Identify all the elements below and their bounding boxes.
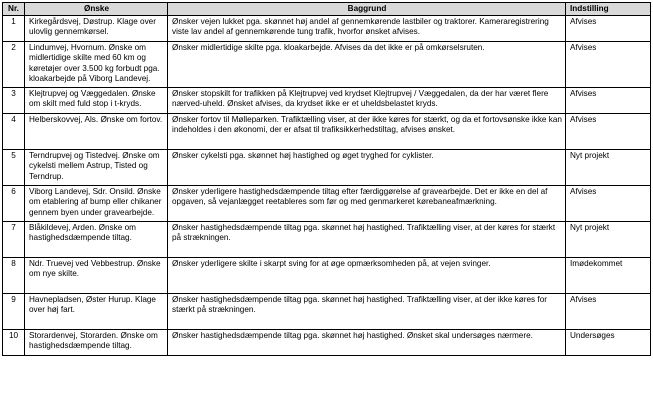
cell-baggrund: Ønsker vejen lukket pga. skønnet høj andel af gennemkørende lastbiler og traktorer. Kameraregistrering viste lav andel af gennemkørende tung trafik, hvorfor ønsket afvises.: [168, 16, 566, 42]
cell-baggrund: Ønsker yderligere hastighedsdæmpende tiltag efter færdiggørelse af gravearbejde. Det er ikke en del af opgaven, så vejanlægget reetableres som før og med genmarkeret kørebaneafmærkning.: [168, 186, 566, 222]
cell-baggrund: Ønsker cykelsti pga. skønnet høj hastighed og øget tryghed for cyklister.: [168, 150, 566, 186]
table-row: [3, 330, 651, 356]
cell-baggrund: Ønsker stopskilt for trafikken på Klejtrupvej ved krydset Klejtrupvej / Væggedalen, da der har været flere nærved-uheld. Ønsket afvises, da krydset ikke er et uheldsbelastet kryds.: [168, 88, 566, 114]
cell-nr: 7: [3, 222, 25, 258]
cell-indstilling: Nyt projekt: [566, 150, 651, 186]
table-row: [3, 294, 651, 330]
table-row: [3, 16, 651, 42]
header-row: [3, 3, 651, 16]
cell-indstilling: Afvises: [566, 294, 651, 330]
cell-onske: Terndrupvej og Tistedvej. Ønske om cykelsti mellem Astrup, Tisted og Terndrup.: [25, 150, 168, 186]
cell-baggrund: Ønsker yderligere skilte i skarpt sving for at øge opmærksomheden på, at vejen svinger.: [168, 258, 566, 294]
cell-nr: 9: [3, 294, 25, 330]
cell-onske: Storardenvej, Storarden. Ønske om hastighedsdæmpende tiltag.: [25, 330, 168, 356]
cell-baggrund: Ønsker fortov til Mølleparken. Trafiktælling viser, at der ikke køres for stærkt, og da et fortovsønske ikke kan indeholdes i den økonomi, der er afsat til trafiksikkerhedstiltag, afvises ønsket.: [168, 114, 566, 150]
requests-table: [2, 2, 651, 356]
cell-nr: 6: [3, 186, 25, 222]
table-row: [3, 258, 651, 294]
header-indstilling: Indstilling: [566, 3, 651, 16]
cell-baggrund: Ønsker hastighedsdæmpende tiltag pga. skønnet høj hastighed. Trafiktælling viser, at der ikke køres for stærkt på strækningen.: [168, 294, 566, 330]
cell-nr: 3: [3, 88, 25, 114]
cell-indstilling: Afvises: [566, 114, 651, 150]
cell-indstilling: Imødekommet: [566, 258, 651, 294]
cell-onske: Ndr. Truevej ved Vebbestrup. Ønske om nye skilte.: [25, 258, 168, 294]
cell-indstilling: Afvises: [566, 186, 651, 222]
cell-baggrund: Ønsker midlertidige skilte pga. kloakarbejde. Afvises da det ikke er på omkørselsruten.: [168, 42, 566, 88]
requests-table-container: [2, 2, 650, 356]
table-row: [3, 42, 651, 88]
cell-baggrund: Ønsker hastighedsdæmpende tiltag pga. skønnet høj hastighed. Trafiktælling viser, at der køres for stærkt på strækningen.: [168, 222, 566, 258]
cell-onske: Lindumvej, Hvornum. Ønske om midlertidige skilte med 60 km og køretøjer over 3.500 kg forbudt pga. kloakarbejde på Viborg Landevej.: [25, 42, 168, 88]
header-nr: Nr.: [3, 3, 25, 16]
cell-nr: 10: [3, 330, 25, 356]
cell-indstilling: Nyt projekt: [566, 222, 651, 258]
cell-nr: 1: [3, 16, 25, 42]
table-row: [3, 222, 651, 258]
cell-nr: 8: [3, 258, 25, 294]
table-row: [3, 88, 651, 114]
cell-baggrund: Ønsker hastighedsdæmpende tiltag pga. skønnet høj hastighed. Ønsket skal undersøges nærmere.: [168, 330, 566, 356]
cell-onske: Helberskovvej, Als. Ønske om fortov.: [25, 114, 168, 150]
cell-onske: Havnepladsen, Øster Hurup. Klage over høj fart.: [25, 294, 168, 330]
cell-indstilling: Afvises: [566, 16, 651, 42]
cell-onske: Viborg Landevej, Sdr. Onsild. Ønske om etablering af bump eller chikaner gennem byen under gravearbejde.: [25, 186, 168, 222]
cell-nr: 2: [3, 42, 25, 88]
cell-nr: 5: [3, 150, 25, 186]
cell-indstilling: Afvises: [566, 42, 651, 88]
cell-onske: Blåkildevej, Arden. Ønske om hastighedsdæmpende tiltag.: [25, 222, 168, 258]
cell-nr: 4: [3, 114, 25, 150]
header-baggrund: Baggrund: [168, 3, 566, 16]
cell-indstilling: Undersøges: [566, 330, 651, 356]
cell-indstilling: Afvises: [566, 88, 651, 114]
table-row: [3, 150, 651, 186]
table-row: [3, 186, 651, 222]
header-onske: Ønske: [25, 3, 168, 16]
cell-onske: Kirkegårdsvej, Døstrup. Klage over ulovlig gennemkørsel.: [25, 16, 168, 42]
table-row: [3, 114, 651, 150]
cell-onske: Klejtrupvej og Væggedalen. Ønske om skilt med fuld stop i t-kryds.: [25, 88, 168, 114]
